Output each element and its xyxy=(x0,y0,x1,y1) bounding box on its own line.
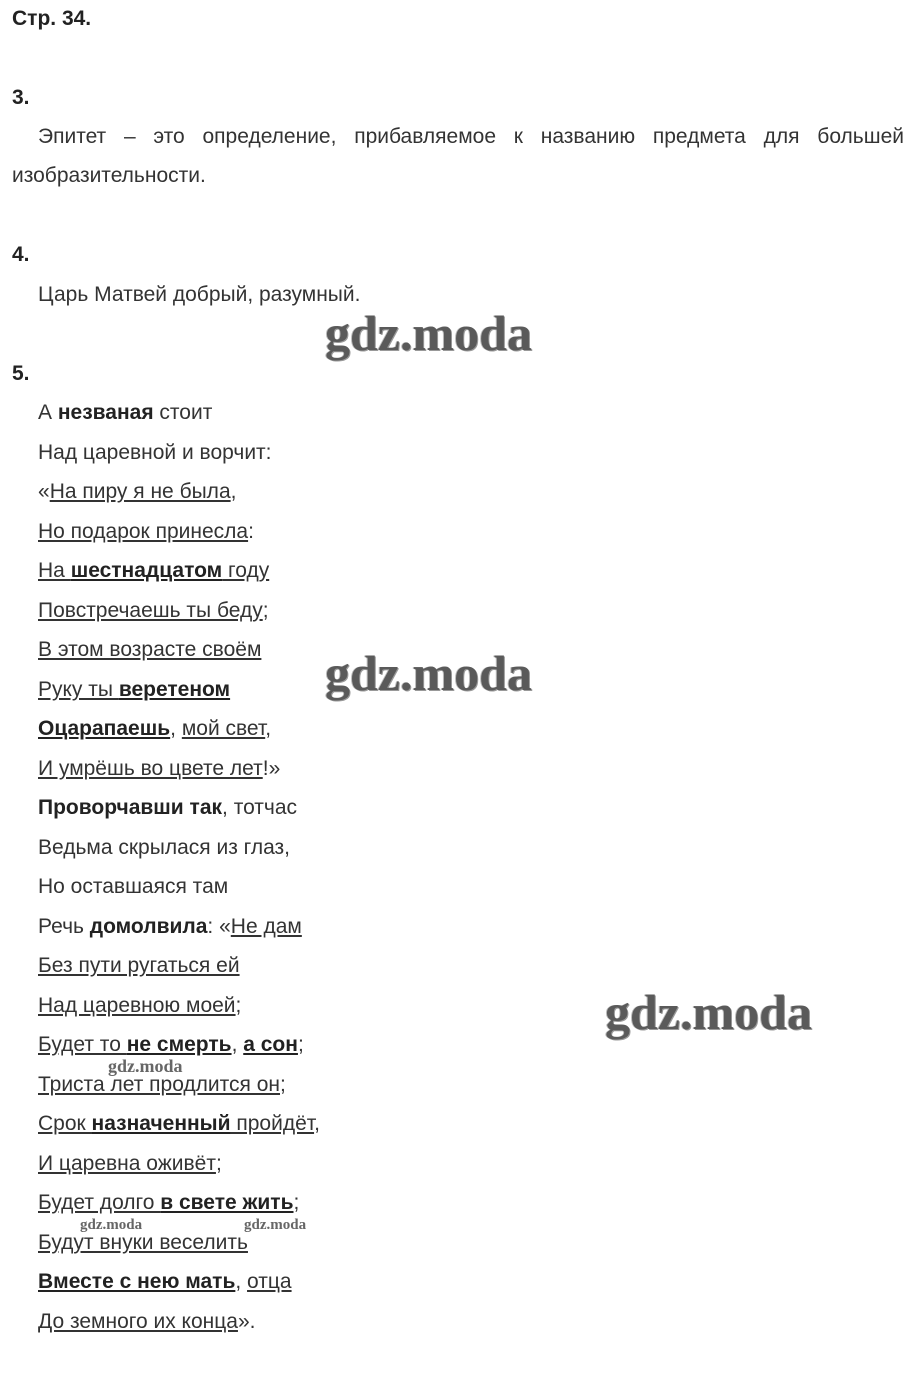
watermark: gdz.moda xyxy=(325,645,532,701)
poem-segment: Будет долго xyxy=(38,1191,161,1214)
poem-segment: До земного их конца xyxy=(38,1310,238,1333)
poem-line xyxy=(38,1152,222,1176)
poem-segment: ; xyxy=(235,994,242,1017)
poem-segment: в свете жить xyxy=(160,1191,294,1214)
poem-segment: Руку ты xyxy=(38,678,119,701)
poem-line xyxy=(38,520,254,544)
poem-segment: домолвила xyxy=(89,915,208,938)
poem-segment: а сон xyxy=(243,1033,298,1056)
poem-segment: назначенный xyxy=(91,1112,231,1135)
poem-segment: Но подарок принесла xyxy=(38,520,249,543)
poem-segment: , xyxy=(230,480,237,503)
poem-segment: На пиру я не была xyxy=(49,480,231,503)
poem-segment: Триста лет продлится он xyxy=(38,1073,281,1096)
watermark: gdz.moda xyxy=(325,305,532,361)
poem-segment: Не дам xyxy=(230,915,302,938)
poem-segment: На xyxy=(38,559,71,582)
poem-segment: Над царевной и ворчит: xyxy=(38,441,272,464)
poem-segment: А xyxy=(38,401,58,424)
poem-segment: ; xyxy=(215,1152,222,1175)
task-3-text-line-1: Эпитет – это определение, прибавляемое к названию предмета для большей xyxy=(38,125,904,148)
poem-segment: « xyxy=(38,480,50,503)
poem-line xyxy=(38,1231,248,1255)
poem-line xyxy=(38,717,271,741)
poem-segment: !» xyxy=(262,757,281,780)
poem-segment: ». xyxy=(237,1310,256,1333)
poem-segment: Без пути ругаться ей xyxy=(38,954,240,977)
poem-segment: Будет то xyxy=(38,1033,127,1056)
poem-line xyxy=(38,559,269,583)
poem-line xyxy=(38,678,230,702)
poem-line xyxy=(38,1112,320,1136)
poem-segment: Ведьма скрылася из глаз, xyxy=(38,836,291,859)
watermark: gdz.moda xyxy=(80,1217,143,1233)
poem-segment: Повстречаешь ты беду xyxy=(38,599,263,622)
poem-segment: : xyxy=(248,520,254,543)
poem-segment: ; xyxy=(280,1073,286,1096)
task-3-number: 3. xyxy=(12,86,30,109)
poem-segment: Проворчавши так xyxy=(38,796,223,819)
poem-segment: Оцарапаешь xyxy=(38,717,171,740)
poem-segment: , xyxy=(265,717,272,740)
poem-segment: , xyxy=(235,1270,248,1293)
poem-line xyxy=(38,954,240,978)
task-4-text: Царь Матвей добрый, разумный. xyxy=(38,283,361,306)
watermark: gdz.moda xyxy=(108,1056,183,1076)
poem-segment: Срок xyxy=(38,1112,92,1135)
poem-line xyxy=(38,1073,286,1097)
poem-segment: , тотчас xyxy=(222,796,298,819)
poem-line xyxy=(38,915,302,939)
task-5-number: 5. xyxy=(12,362,30,385)
poem-line xyxy=(38,599,269,623)
poem-line xyxy=(38,994,241,1018)
poem-segment: мой свет xyxy=(181,717,266,740)
poem-segment: : « xyxy=(207,915,231,938)
task-3-text-line-2: изобразительности. xyxy=(12,164,206,187)
poem-segment: Вместе с нею мать xyxy=(38,1270,236,1293)
poem-line xyxy=(38,441,272,465)
poem-line xyxy=(38,1191,299,1215)
poem-line xyxy=(38,875,228,899)
poem-segment: не смерть xyxy=(126,1033,232,1056)
poem-line xyxy=(38,1270,292,1294)
poem-line xyxy=(38,638,261,662)
poem-segment: ; xyxy=(297,1033,304,1056)
poem-segment: И царевна оживёт xyxy=(38,1152,216,1175)
poem-line xyxy=(38,401,212,425)
poem-segment: Будут внуки веселить xyxy=(38,1231,248,1254)
page-header: Стр. 34. xyxy=(12,7,92,30)
poem-line xyxy=(38,1033,304,1057)
poem-segment: ; xyxy=(293,1191,300,1214)
poem-segment: ; xyxy=(262,599,269,622)
poem-line xyxy=(38,796,297,820)
watermark: gdz.moda xyxy=(244,1217,307,1233)
poem-line xyxy=(38,757,280,781)
watermark: gdz.moda xyxy=(605,984,812,1040)
poem-segment: , xyxy=(314,1112,320,1135)
poem-segment: И умрёшь во цвете лет xyxy=(38,757,263,780)
poem-segment: Речь xyxy=(38,915,90,938)
poem-line xyxy=(38,1310,255,1334)
poem-line xyxy=(38,836,290,860)
poem-segment: Над царевною моей xyxy=(38,994,236,1017)
poem-segment: шестнадцатом xyxy=(70,559,223,582)
poem-segment: Но оставшаяся там xyxy=(38,875,229,898)
poem-segment: году xyxy=(222,559,270,582)
poem-segment: стоит xyxy=(153,401,213,424)
poem-segment: , xyxy=(231,1033,244,1056)
poem-segment: В этом возрасте своём xyxy=(38,638,262,661)
poem-segment: , xyxy=(170,717,182,740)
poem-segment: веретеном xyxy=(118,678,231,701)
poem-segment: незваная xyxy=(57,401,154,424)
task-4-number: 4. xyxy=(12,243,30,266)
poem-line xyxy=(38,480,236,504)
poem-segment: пройдёт xyxy=(230,1112,315,1135)
poem-segment: отца xyxy=(247,1270,292,1293)
